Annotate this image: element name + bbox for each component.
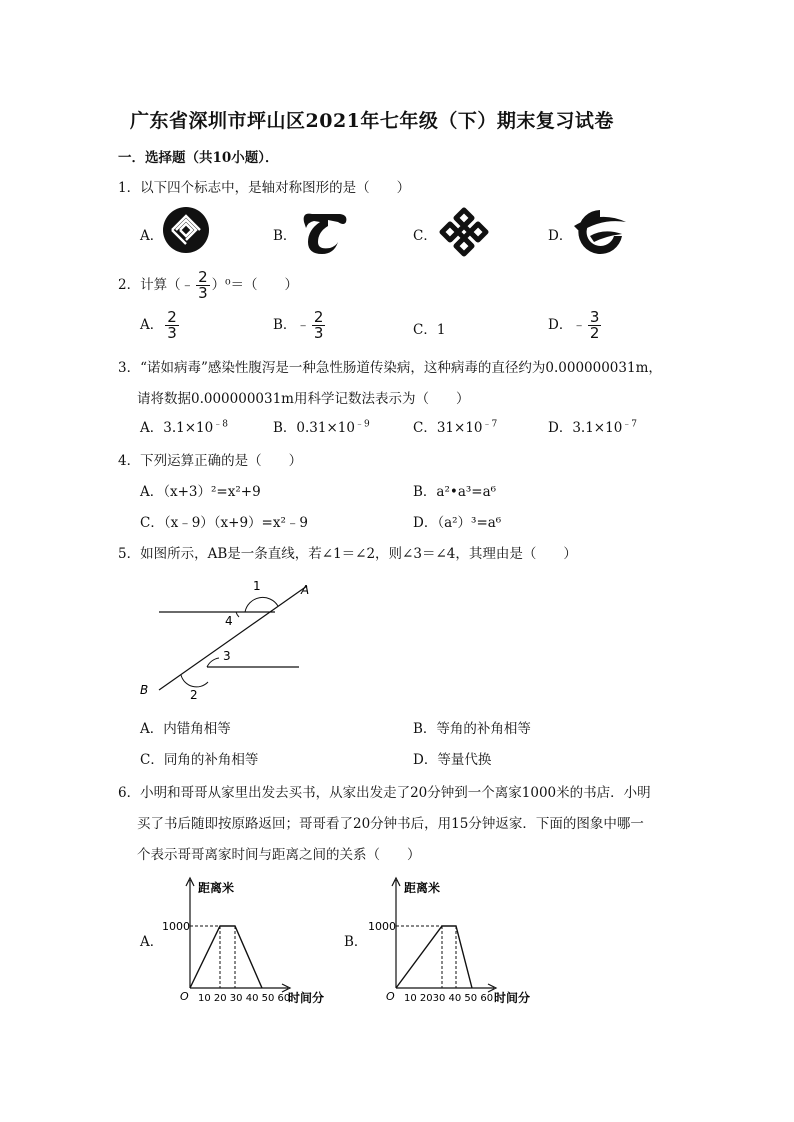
q2-option-c-value: 1	[436, 322, 446, 338]
q2-option-d-minus: ﹣	[572, 317, 586, 333]
q1-option-c-label: C．	[413, 228, 437, 244]
q2-option-d-fraction	[588, 310, 602, 341]
q3-option-c-value: 31×10	[436, 420, 483, 436]
q3-stem-line1: 3．“诺如病毒”感染性腹泻是一种急性肠道传染病，这种病毒的直径约为0.000000031m，	[118, 360, 662, 376]
china-telecom-logo-icon	[300, 206, 350, 256]
angle-4-label: 4	[225, 614, 233, 628]
q3-option-b-label: B．	[273, 420, 297, 436]
graph-b-ytick: 1000	[368, 920, 396, 933]
q1-stem: 1．以下四个标志中，是轴对称图形的是（ ）	[118, 180, 411, 196]
q2-option-d-label: D．	[548, 317, 573, 333]
china-unicom-knot-logo-icon	[438, 206, 490, 258]
q2-option-d-denominator: 2	[589, 324, 600, 342]
graph-b-xlabel: 时间分	[494, 991, 531, 1005]
q3-option-a-exponent: ﹣8	[213, 419, 228, 430]
q2-option-b-numerator: 2	[313, 308, 324, 326]
q3-option-a-label: A．	[140, 420, 164, 436]
q3-option-d-value: 3.1×10	[572, 420, 623, 436]
q1-option-d-label: D．	[548, 228, 573, 244]
q3-option-c-exponent: ﹣7	[482, 419, 498, 430]
q2-stem-suffix: ）⁰＝（ ）	[211, 277, 299, 293]
q3-option-b-value: 0.31×10	[296, 420, 355, 436]
q3-option-d-label: D．	[548, 420, 573, 436]
q2-option-c-label: C．	[413, 322, 437, 338]
q5-option-a: A．内错角相等	[140, 721, 231, 737]
q2-option-a-fraction	[165, 310, 179, 341]
q3-option-d	[548, 416, 637, 436]
q3-option-b-exponent: ﹣9	[354, 419, 370, 430]
q2-stem-numerator: 2	[198, 268, 208, 286]
q2-option-d	[548, 310, 603, 341]
point-a-label: A	[301, 583, 310, 597]
angle-2-label: 2	[190, 688, 198, 702]
q5-option-d: D．等量代换	[413, 752, 492, 768]
q4-stem: 4．下列运算正确的是（ ）	[118, 453, 303, 469]
graph-b-origin: O	[386, 990, 395, 1003]
q5-option-b: B．等角的补角相等	[413, 721, 531, 737]
q2-stem-fraction	[196, 270, 210, 301]
q2-option-a-denominator: 3	[167, 324, 177, 342]
q2-option-b-denominator: 3	[313, 324, 324, 342]
q5-option-c: C．同角的补角相等	[140, 752, 259, 768]
section-header: 一．选择题（共10小题）．	[118, 150, 279, 166]
q3-stem-line2: 请将数据0.000000031m用科学记数法表示为（ ）	[137, 391, 470, 407]
q6-graph-a	[160, 870, 350, 1010]
q2-stem-prefix: 2．计算（	[118, 277, 181, 293]
q3-option-b	[273, 416, 370, 436]
china-mobile-logo-icon	[162, 206, 210, 254]
q3-option-a	[140, 416, 228, 436]
q4-option-a: A．（x+3）²=x²+9	[140, 484, 261, 500]
q4-option-c: C．（x﹣9）（x+9）=x²﹣9	[140, 515, 308, 531]
q2-option-a-numerator: 2	[167, 308, 177, 326]
q2-option-b-fraction	[312, 310, 326, 341]
circle-swoosh-logo-icon	[572, 206, 628, 256]
q3-option-c-label: C．	[413, 420, 437, 436]
q2-option-b-label: B．	[273, 317, 297, 333]
graph-a-ytick: 1000	[162, 920, 190, 933]
angle-3-label: 3	[223, 649, 231, 663]
q3-option-d-exponent: ﹣7	[622, 419, 638, 430]
graph-a-ylabel: 距离米	[198, 881, 235, 895]
q1-option-b-label: B．	[273, 228, 297, 244]
q1-option-a-label: A．	[140, 228, 164, 244]
q2-option-b	[273, 310, 327, 341]
q3-option-c	[413, 416, 497, 436]
q2-option-c	[413, 318, 445, 338]
graph-b-ylabel: 距离米	[404, 881, 441, 895]
q6-graph-b	[366, 870, 556, 1010]
q2-option-a-label: A．	[140, 317, 164, 333]
q5-stem: 5．如图所示，AB是一条直线，若∠1＝∠2，则∠3＝∠4，其理由是（ ）	[118, 546, 577, 562]
q2-stem-denominator: 3	[198, 284, 208, 302]
q6-option-b-label: B．	[344, 934, 368, 950]
q4-option-d: D．（a²）³=a⁶	[413, 515, 502, 531]
q4-option-b: B．a²•a³=a⁶	[413, 484, 497, 500]
graph-b-xticks: 10 2030 40 50 60	[404, 993, 494, 1004]
q6-option-a-label: A．	[140, 934, 164, 950]
q3-option-a-value: 3.1×10	[163, 420, 214, 436]
q2-stem	[118, 270, 298, 301]
q2-option-b-minus: ﹣	[296, 317, 310, 333]
q2-option-a	[140, 310, 181, 341]
angle-1-label: 1	[253, 579, 261, 593]
q6-stem-line3: 个表示哥哥离家时间与距离之间的关系（ ）	[137, 847, 421, 863]
q5-angle-diagram	[135, 572, 325, 707]
q2-stem-minus: ﹣	[180, 277, 195, 293]
q2-option-d-numerator: 3	[589, 308, 600, 326]
graph-a-xlabel: 时间分	[288, 991, 325, 1005]
graph-a-xticks: 10 20 30 40 50 60	[198, 993, 291, 1004]
page-title: 广东省深圳市坪山区2021年七年级（下）期末复习试卷	[130, 110, 614, 132]
graph-a-origin: O	[180, 990, 189, 1003]
q6-stem-line2: 买了书后随即按原路返回；哥哥看了20分钟书后，用15分钟返家．下面的图象中哪一	[137, 816, 644, 832]
q6-stem-line1: 6．小明和哥哥从家里出发去买书，从家出发走了20分钟到一个离家1000米的书店．小明	[118, 785, 651, 801]
point-b-label: B	[140, 683, 149, 697]
